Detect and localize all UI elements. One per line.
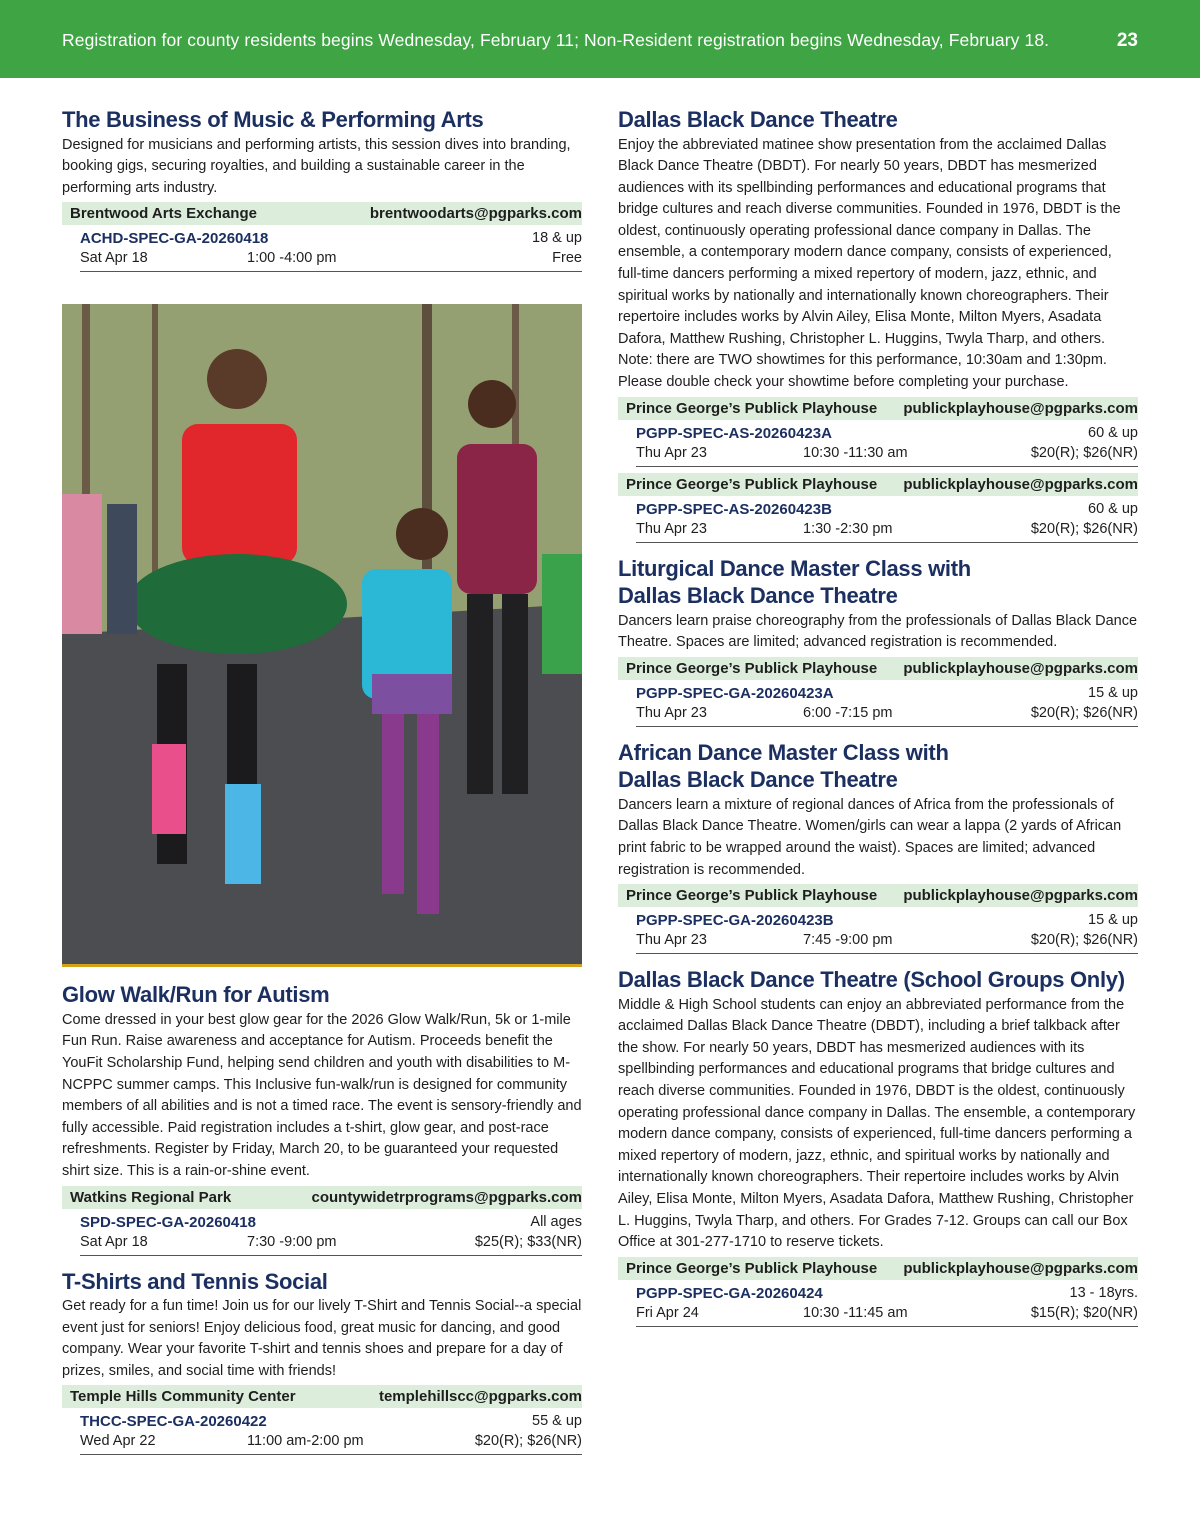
- title-line-1: African Dance Master Class with: [618, 739, 949, 765]
- location-name: Prince George’s Publick Playhouse: [626, 887, 878, 905]
- class-listing: [80, 1209, 582, 1256]
- location-email[interactable]: brentwoodarts@pgparks.com: [369, 205, 582, 223]
- class-date: Thu Apr 23: [636, 932, 707, 949]
- class-time: 1:00 -4:00 pm: [247, 250, 337, 267]
- class-time: 10:30 -11:45 am: [803, 1304, 908, 1321]
- runner-leg: [467, 594, 493, 794]
- girl-leg: [417, 714, 439, 914]
- program-description: Middle & High School students can enjoy an abbreviated performance from the acclaimed Dallas Black Dance Theatre (DBDT), including a brief talkback after the show. For nearly 50 years, DBDT has mesmerized audiences with its spellbinding performances and educational programs that bridge cultures and reach diverse communities. Founded in 1976, DBDT is the oldest, continuously operating professional dance company in Dallas. The ensemble, a contemporary modern dance company, consists of experienced, full-time dancers performing a mixed repertory of modern, jazz, ethnic, and spiritual works by nationally and internationally known choreographers. Their repertoire includes works by Alvin Ailey, Elisa Monte, Milton Myers, Asadata Dafora, Matthew Rushing, Christopher L. Huggins, Twyla Tharp, and others. For Grades 7-12. Groups can call our Box Office at 301-277-1710 to reserve tickets.: [618, 996, 1136, 1251]
- program-liturgical-dance: [618, 555, 1138, 727]
- class-age: 13 - 18yrs.: [1069, 1284, 1138, 1301]
- runner-leg: [502, 594, 528, 794]
- left-column: [62, 106, 582, 1455]
- registration-notice: Registration for county residents begins Wednesday, February 11; Non-Resident registration begins Wednesday, February 18.: [62, 30, 1050, 50]
- class-fee: Free: [552, 250, 582, 267]
- class-listing: [636, 1280, 1138, 1327]
- girl-leg: [382, 714, 404, 894]
- class-code: PGPP-SPEC-GA-20260423A: [636, 684, 834, 702]
- green-bag: [542, 554, 582, 674]
- location-name: Watkins Regional Park: [70, 1188, 232, 1206]
- location-row: [62, 1186, 582, 1209]
- colorful-sock: [225, 784, 261, 884]
- program-african-dance: [618, 739, 1138, 954]
- location-row: [618, 397, 1138, 420]
- glow-walk-photo: [62, 304, 582, 967]
- location-email[interactable]: publickplayhouse@pgparks.com: [903, 1259, 1138, 1277]
- class-fee: $20(R); $26(NR): [1030, 520, 1138, 537]
- location-email[interactable]: publickplayhouse@pgparks.com: [903, 659, 1138, 677]
- class-listing: [80, 225, 582, 272]
- class-date: Sat Apr 18: [80, 1233, 148, 1250]
- class-listing: [636, 496, 1138, 543]
- class-time: 10:30 -11:30 am: [803, 444, 908, 461]
- program-title: The Business of Music & Performing Arts: [62, 107, 484, 132]
- program-dallas-black-dance: [618, 106, 1138, 543]
- location-name: Prince George’s Publick Playhouse: [626, 659, 878, 677]
- program-title: T-Shirts and Tennis Social: [62, 1268, 328, 1294]
- program-title: [618, 739, 1138, 794]
- title-line-2: Dallas Black Dance Theatre: [618, 583, 898, 609]
- location-email[interactable]: publickplayhouse@pgparks.com: [903, 399, 1138, 417]
- class-age: 60 & up: [1088, 424, 1138, 441]
- class-code: PGPP-SPEC-GA-20260424: [636, 1284, 823, 1302]
- program-description: Dancers learn a mixture of regional dances of Africa from the professionals of Dallas Black Dance Theatre. Women/girls can wear a lappa (2 yards of African print fabric to be wrapped around the waist). Spaces are limited; advanced registration is recommended.: [618, 796, 1122, 878]
- class-date: Sat Apr 18: [80, 250, 148, 267]
- header-banner: [0, 0, 1200, 78]
- class-date: Fri Apr 24: [636, 1304, 699, 1321]
- class-fee: $20(R); $26(NR): [1030, 932, 1138, 949]
- background-walker: [107, 504, 137, 634]
- maroon-shirt: [457, 444, 537, 594]
- class-time: 7:30 -9:00 pm: [247, 1233, 337, 1250]
- location-row: [618, 1257, 1138, 1280]
- program-glow-walk: [62, 981, 582, 1255]
- class-date: Wed Apr 22: [80, 1433, 156, 1450]
- class-listing: [80, 1408, 582, 1455]
- location-row: [62, 1385, 582, 1408]
- class-fee: $15(R); $20(NR): [1030, 1304, 1138, 1321]
- location-name: Prince George’s Publick Playhouse: [626, 1259, 878, 1277]
- class-age: 15 & up: [1088, 912, 1138, 929]
- class-fee: $25(R); $33(NR): [474, 1233, 582, 1250]
- class-code: PGPP-SPEC-AS-20260423A: [636, 424, 832, 442]
- page-number: 23: [1116, 30, 1138, 51]
- program-school-groups: [618, 966, 1138, 1327]
- location-email[interactable]: publickplayhouse@pgparks.com: [903, 475, 1138, 493]
- program-title: Dallas Black Dance Theatre (School Groups Only): [618, 967, 1125, 993]
- photo-illustration: [62, 304, 582, 964]
- title-line-1: Liturgical Dance Master Class with: [618, 555, 971, 581]
- class-code: PGPP-SPEC-GA-20260423B: [636, 912, 834, 930]
- class-time: 11:00 am-2:00 pm: [247, 1433, 364, 1450]
- location-row: [618, 657, 1138, 680]
- class-date: Thu Apr 23: [636, 520, 707, 537]
- runner-head: [207, 349, 267, 409]
- class-listing: [636, 420, 1138, 467]
- location-email[interactable]: countywidetrprograms@pgparks.com: [311, 1188, 582, 1206]
- purple-jacket: [372, 674, 452, 714]
- program-description: Come dressed in your best glow gear for the 2026 Glow Walk/Run, 5k or 1-mile Fun Run. Raise awareness and acceptance for Autism. Proceeds benefit the YouFit Scholarship Fund, helping send children and youth with disabilities to M-NCPPC summer camps. This Inclusive fun-walk/run is designed for community members of all abilities and is not a timed race. The event is sensory-friendly and fully accessible. Paid registration includes a t-shirt, glow gear, and post-race refreshments. Register by Friday, March 20, to be guaranteed your requested shirt size. This is a rain-or-shine event.: [62, 1011, 582, 1179]
- location-row: [618, 473, 1138, 496]
- class-fee: $20(R); $26(NR): [474, 1433, 582, 1450]
- class-code: THCC-SPEC-GA-20260422: [80, 1413, 267, 1431]
- program-title: Dallas Black Dance Theatre: [618, 107, 898, 132]
- location-name: Brentwood Arts Exchange: [70, 205, 257, 223]
- class-age: 60 & up: [1088, 500, 1138, 517]
- program-business-of-music: [62, 106, 582, 272]
- program-title: Glow Walk/Run for Autism: [62, 982, 330, 1008]
- class-date: Thu Apr 23: [636, 444, 707, 461]
- location-row: [618, 884, 1138, 907]
- class-age: 18 & up: [532, 230, 582, 247]
- location-name: Prince George’s Publick Playhouse: [626, 399, 878, 417]
- location-email[interactable]: publickplayhouse@pgparks.com: [903, 887, 1138, 905]
- class-fee: $20(R); $26(NR): [1030, 704, 1138, 721]
- colorful-sock: [152, 744, 186, 834]
- right-column: [618, 106, 1138, 1327]
- program-title: [618, 555, 1138, 610]
- girl-head: [396, 508, 448, 560]
- class-code: PGPP-SPEC-AS-20260423B: [636, 500, 832, 518]
- runner-head: [468, 380, 516, 428]
- location-name: Prince George’s Publick Playhouse: [626, 475, 878, 493]
- class-time: 1:30 -2:30 pm: [803, 520, 893, 537]
- class-code: SPD-SPEC-GA-20260418: [80, 1213, 256, 1231]
- class-time: 6:00 -7:15 pm: [803, 704, 893, 721]
- class-age: 15 & up: [1088, 684, 1138, 701]
- program-tshirt-tennis: [62, 1268, 582, 1456]
- class-date: Thu Apr 23: [636, 704, 707, 721]
- title-line-2: Dallas Black Dance Theatre: [618, 767, 898, 793]
- program-description: Dancers learn praise choreography from the professionals of Dallas Black Dance Theatre. Spaces are limited; advanced registration is recommended.: [618, 612, 1138, 651]
- class-age: All ages: [530, 1213, 582, 1230]
- program-description: Get ready for a fun time! Join us for our lively T-Shirt and Tennis Social--a special event just for seniors! Enjoy delicious food, great music for dancing, and good company. Wear your favorite T-shirt and tennis shoes and prepare for a day of prizes, smiles, and social time with friends!: [62, 1298, 582, 1379]
- red-shirt: [182, 424, 297, 564]
- class-fee: $20(R); $26(NR): [1030, 444, 1138, 461]
- class-listing: [636, 907, 1138, 954]
- class-time: 7:45 -9:00 pm: [803, 932, 893, 949]
- class-listing: [636, 680, 1138, 727]
- location-name: Temple Hills Community Center: [70, 1388, 296, 1406]
- tree-trunk: [152, 304, 158, 604]
- program-description: Designed for musicians and performing artists, this session dives into branding, booking gigs, securing royalties, and building a sustainable career in the performing arts industry.: [62, 136, 571, 196]
- program-description: Enjoy the abbreviated matinee show presentation from the acclaimed Dallas Black Dance Theatre (DBDT). For nearly 50 years, DBDT has mesmerized audiences with its spellbinding performances and educational programs that bridge cultures and reach diverse communities. Founded in 1976, DBDT is the oldest, continuously operating professional dance company in Dallas. The ensemble, a contemporary modern dance company, consists of experienced, full-time dancers performing a mixed repertory of modern, jazz, ethnic, and spiritual works by nationally and internationally known choreographers. Their repertoire includes works by Alvin Ailey, Elisa Monte, Milton Myers, Asadata Dafora, Matthew Rushing, Christopher L. Huggins, Twyla Tharp, and others. Note: there are TWO showtimes for this performance, 10:30am and 1:30pm. Please double check your showtime before completing your purchase.: [618, 136, 1121, 391]
- location-row: [62, 202, 582, 225]
- green-tutu: [127, 554, 347, 654]
- background-walker: [62, 494, 102, 634]
- location-email[interactable]: templehillscc@pgparks.com: [378, 1388, 582, 1406]
- class-code: ACHD-SPEC-GA-20260418: [80, 230, 269, 248]
- class-age: 55 & up: [532, 1413, 582, 1430]
